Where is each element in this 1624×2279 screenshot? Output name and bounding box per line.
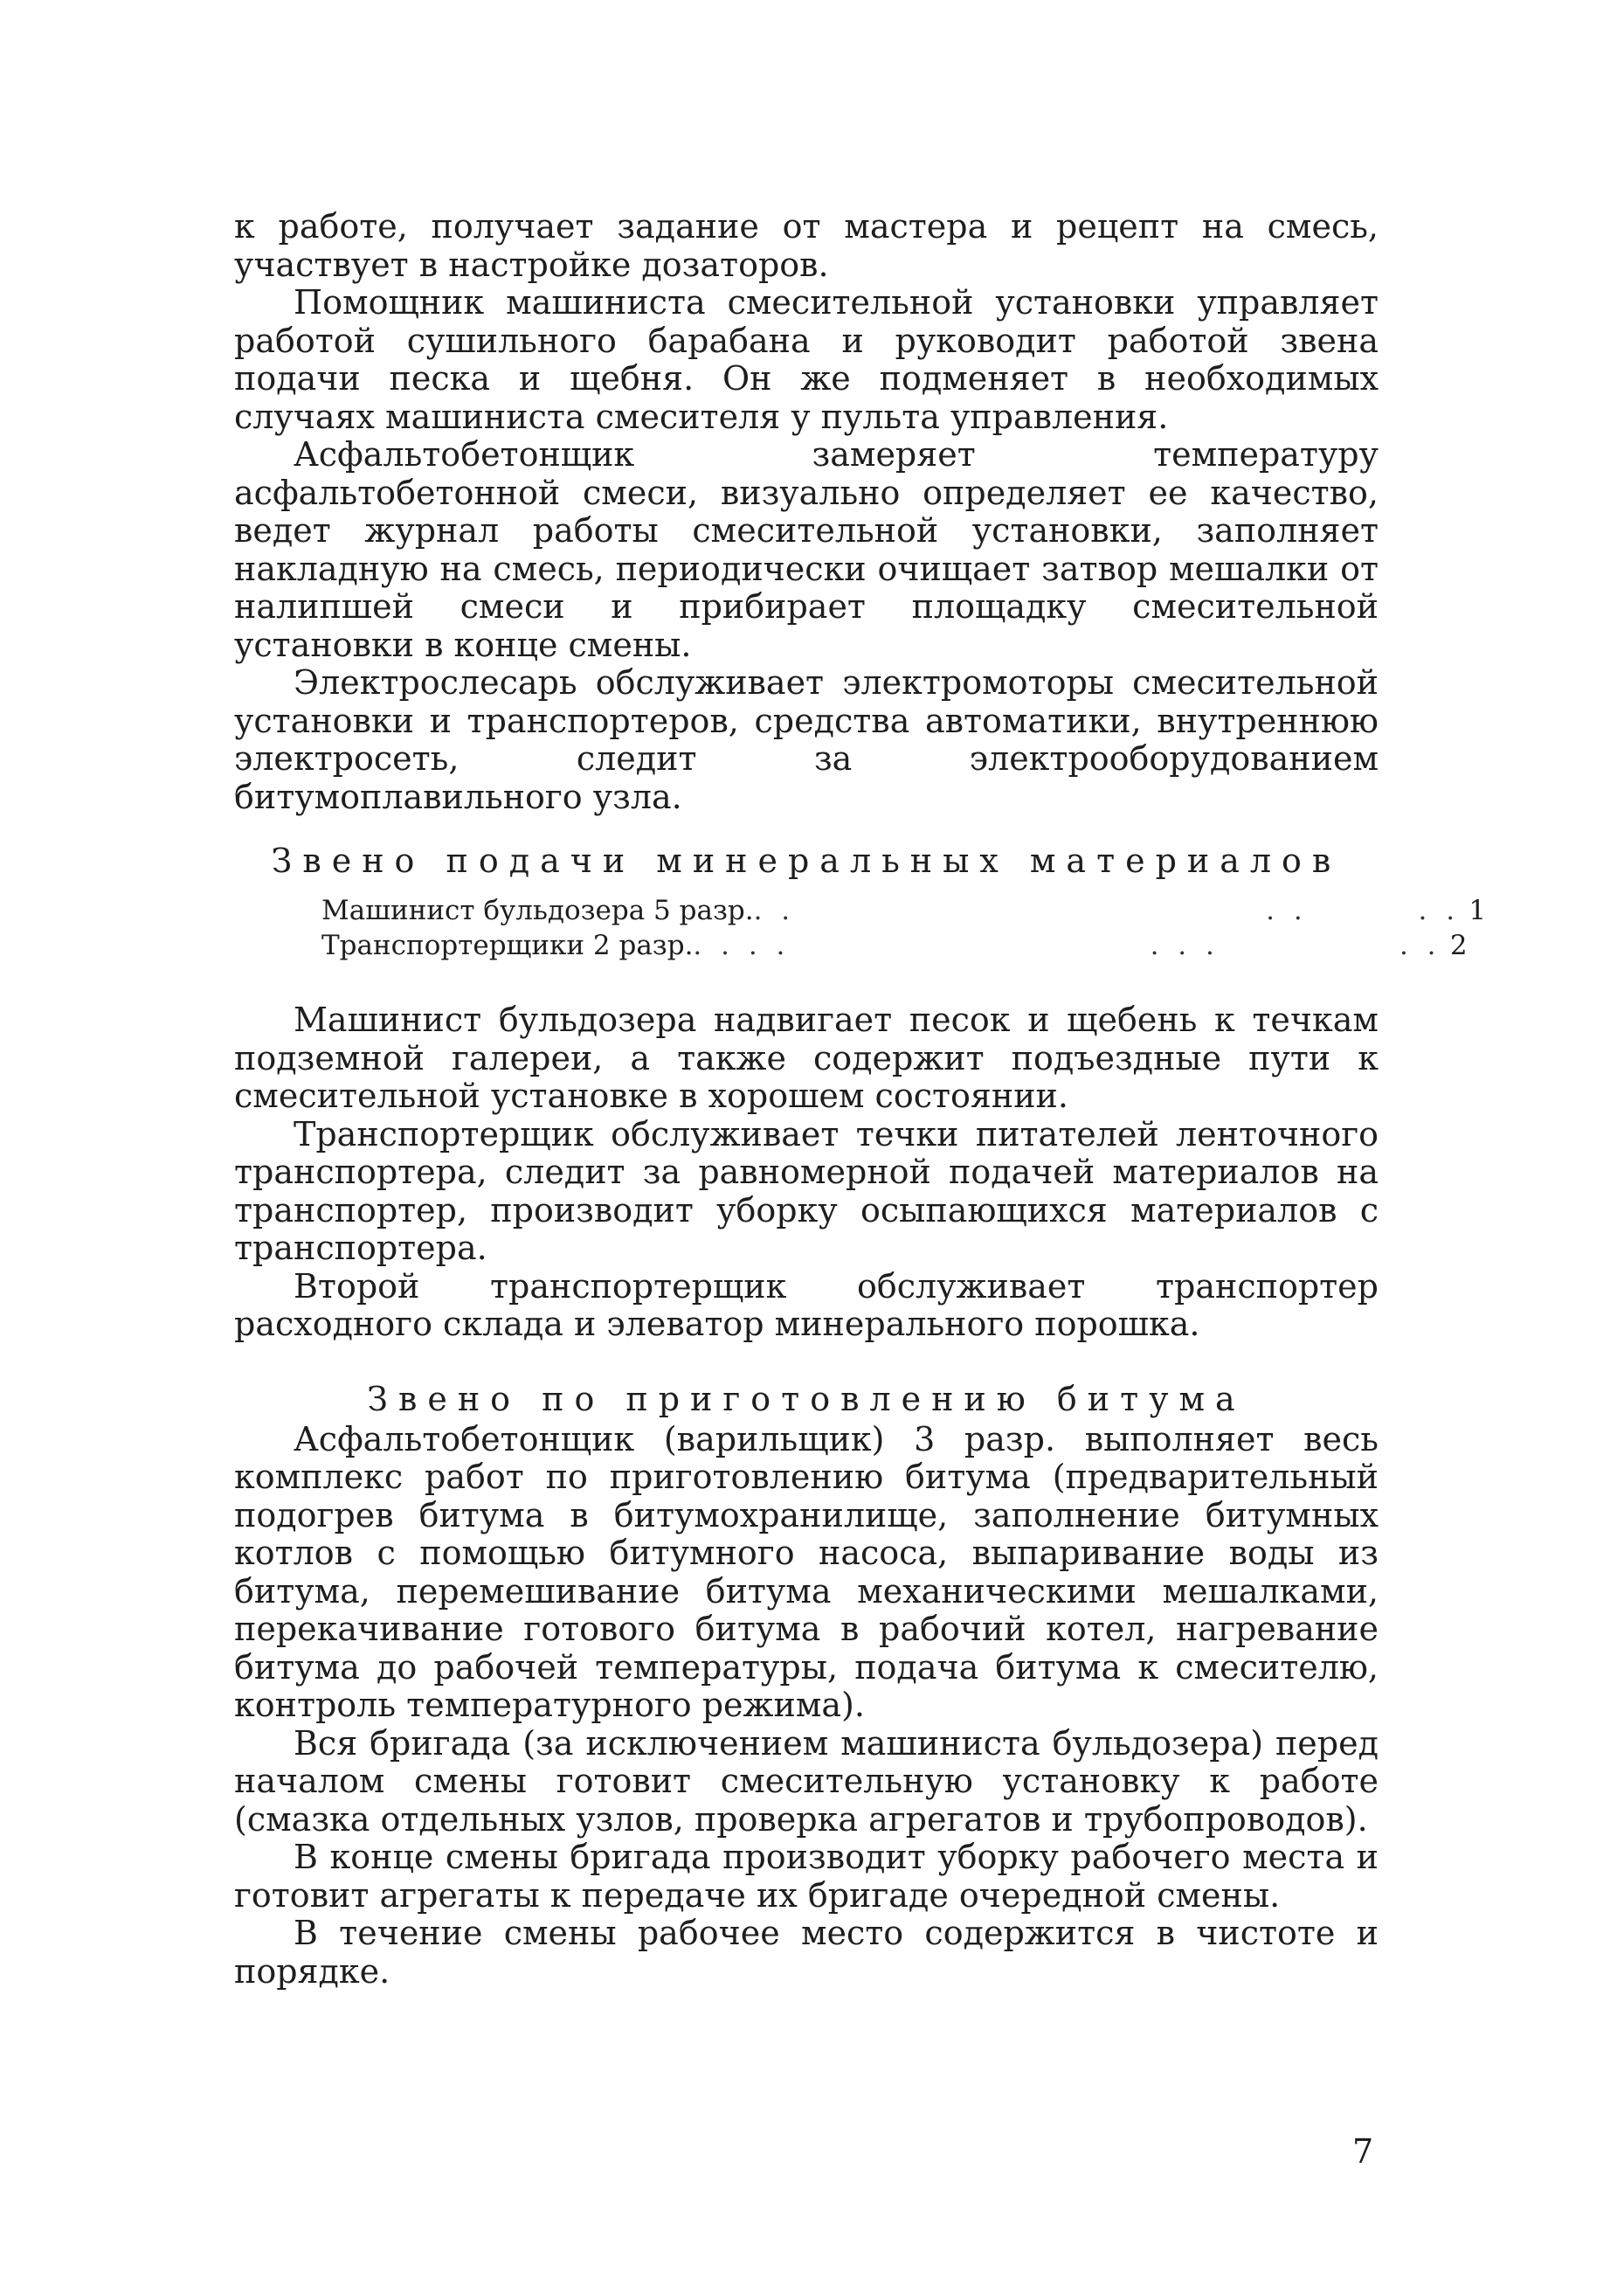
paragraph-cleanliness: В течение смены рабочее место содержится в чистоте и порядке. <box>234 1914 1379 1991</box>
staff-table <box>321 893 1487 963</box>
page-body <box>234 207 1487 1991</box>
paragraph-assistant-operator: Помощник машиниста смесительной установки управляет работой сушильного барабана и руководит работой звена подачи песка и щебня. Он же подменяет в необходимых случаях машиниста смесителя у пульта управления. <box>234 283 1379 436</box>
paragraph-end-of-shift: В конце смены бригада производит уборку рабочего места и готовит агрегаты к передаче их бригаде очередной смены. <box>234 1838 1379 1915</box>
page-number: 7 <box>1352 2132 1374 2171</box>
paragraph-asphalt-worker: Асфальтобетонщик замеряет температуру асфальтобетонной смеси, визуально определяет ее качество, ведет журнал работы смесительной установки, заполняет накладную на смесь, периодически очищает затвор мешалки от налипшей смеси и прибирает площадку смесительной установки в конце смены. <box>234 435 1379 664</box>
paragraph-bulldozer-operator: Машинист бульдозера надвигает песок и щебень к течкам подземной галереи, а также содержит подъездные пути к смесительной установке в хорошем состоянии. <box>234 1001 1379 1115</box>
staff-role: Машинист бульдозера 5 разр. <box>321 895 754 926</box>
staff-row-conveyor <box>321 928 1468 963</box>
leader-dots: . . . . . . <box>753 895 1461 926</box>
section-heading-mineral-supply: Звено подачи минеральных материалов <box>271 842 1342 880</box>
staff-count: 2 <box>1449 930 1468 961</box>
staff-count: 1 <box>1469 895 1487 926</box>
paragraph-electrician: Электрослесарь обслуживает электромоторы смесительной установки и транспортеров, средства автоматики, внутреннюю электросеть, следит за электрооборудованием битумоплавильного узла. <box>234 663 1379 816</box>
leader-dots: . . . . . . . . . <box>693 930 1441 961</box>
section-heading-bitumen: Звено по приготовлению битума <box>367 1379 1246 1418</box>
paragraph-second-conveyor-operator: Второй транспортерщик обслуживает транспортер расходного склада и элеватор минерального порошка. <box>234 1266 1379 1343</box>
staff-role: Транспортерщики 2 разр. <box>321 930 694 961</box>
paragraph-bitumen-worker: Асфальтобетонщик (варильщик) 3 разр. выполняет весь комплекс работ по приготовлению битума (предварительный подогрев битума в битумохранилище, заполнение битумных котлов с помощью битумного насоса, выпаривание воды из битума, перемешивание битума механическими мешалками, перекачивание готового битума в рабочий котел, нагревание битума до рабочей температуры, подача битума к смесителю, контроль температурного режима). <box>234 1419 1379 1724</box>
paragraph-whole-brigade: Вся бригада (за исключением машиниста бульдозера) перед началом смены готовит смесительную установку к работе (смазка отдельных узлов, проверка агрегатов и трубопроводов). <box>234 1723 1379 1839</box>
paragraph-continuation: к работе, получает задание от мастера и рецепт на смесь, участвует в настройке дозаторов. <box>234 207 1379 284</box>
staff-row-bulldozer <box>321 893 1487 928</box>
paragraph-conveyor-operator: Транспортерщик обслуживает течки питателей ленточного транспортера, следит за равномерной подачей материалов на транспортер, производит уборку осыпающихся материалов с транспортера. <box>234 1114 1379 1267</box>
